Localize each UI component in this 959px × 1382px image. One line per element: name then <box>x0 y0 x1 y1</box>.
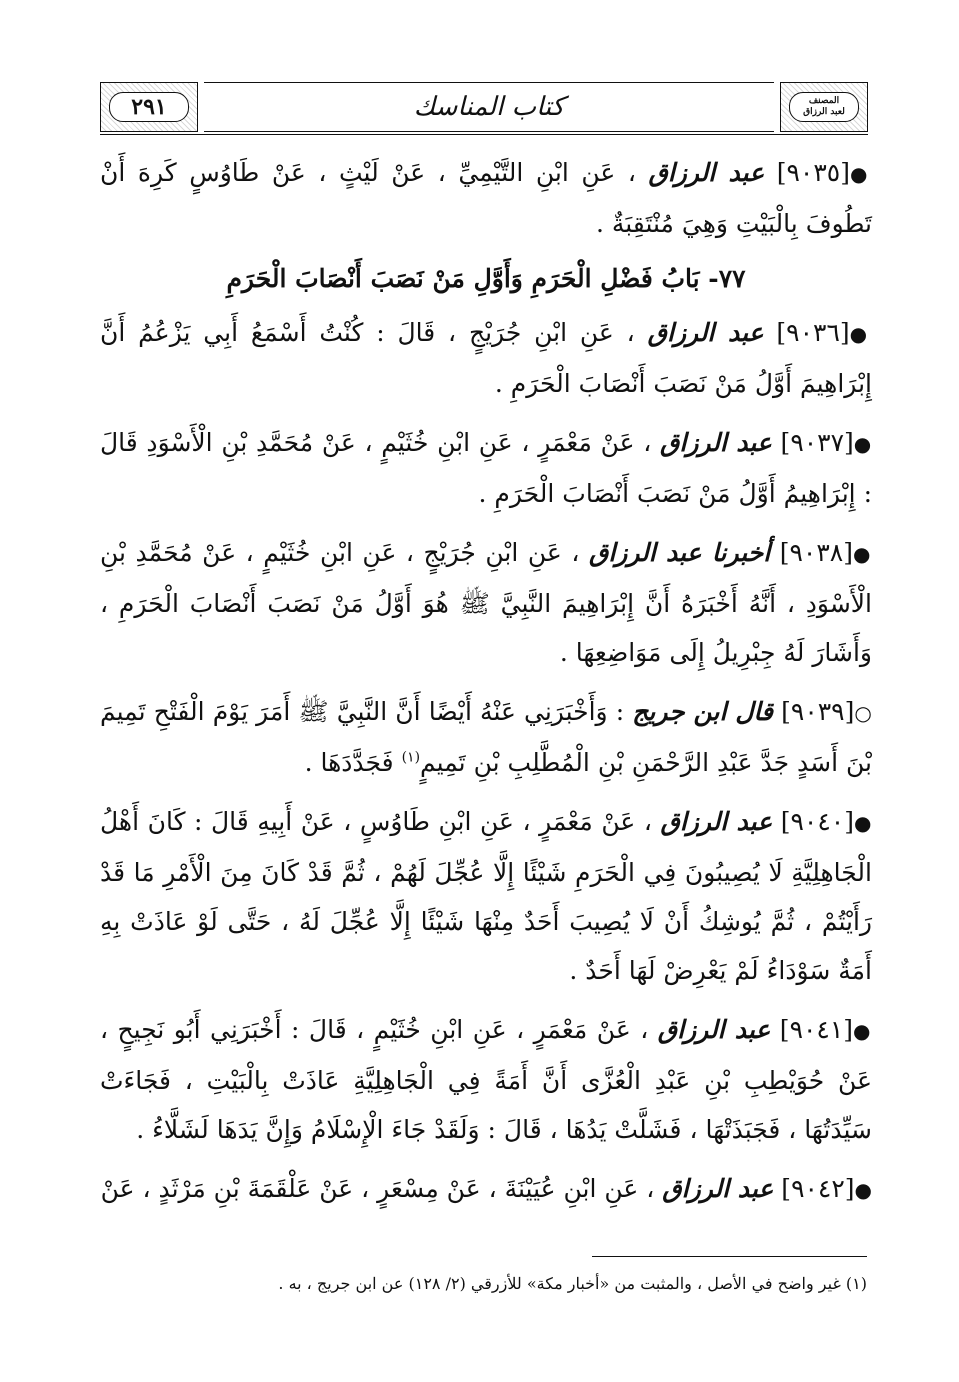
hadith-narrator: أخبرنا عبد الرزاق <box>588 538 771 567</box>
footnote-rule <box>592 1256 867 1257</box>
hadith-entry <box>100 1164 872 1215</box>
hadith-text: ، عَنِ ابْنِ عُيَيْنَةَ ، عَنْ مِسْعَرٍ ، عَنْ عَلْقَمَةَ بْنِ مَرْثَدٍ ، عَنْ <box>100 1174 655 1203</box>
hadith-narrator: عبد الرزاق <box>660 428 772 457</box>
hadith-text: ، عَنِ ابْنِ التَّيْمِيِّ ، عَنْ لَيْثٍ ، عَنْ طَاوُسٍ كَرِهَ أَنْ تَطُوفَ بِالْبَيْتِ وَهِيَ مُنْتَقِبَةٌ . <box>100 158 872 238</box>
running-title: كتاب المناسك <box>413 92 565 122</box>
hadith-marker: ○ <box>854 701 872 725</box>
running-title-band <box>204 82 774 132</box>
page-number-cartouche <box>100 82 198 132</box>
hadith-marker: ● <box>849 162 873 186</box>
hadith-number: [٩٠٤٢] <box>781 1174 855 1203</box>
hadith-narrator: عبد الرزاق <box>648 158 765 187</box>
hadith-narrator: عبد الرزاق <box>660 807 773 836</box>
hadith-entry <box>100 418 872 518</box>
hadith-number: [٩٠٤٠] <box>780 807 854 836</box>
hadith-marker: ● <box>849 322 873 346</box>
hadith-text-continued: فَجَدَّدَهَا . <box>304 748 394 777</box>
hadith-number: [٩٠٣٩] <box>781 697 855 726</box>
hadith-narrator: عبد الرزاق <box>662 1174 774 1203</box>
hadith-narrator: عبد الرزاق <box>657 1015 771 1044</box>
chapter-heading: ٧٧- بَابُ فَضْلِ الْحَرَمِ وَأَوَّلِ مَنْ نَصَبَ أَنْصَابَ الْحَرَمِ <box>226 264 746 293</box>
running-header <box>100 80 868 136</box>
page-number: ٢٩١ <box>131 94 167 120</box>
hadith-number: [٩٠٣٧] <box>780 428 854 457</box>
book-logo-cartouche <box>780 82 868 132</box>
hadith-number: [٩٠٣٥] <box>776 158 850 187</box>
book-logo <box>803 96 845 118</box>
hadith-number: [٩٠٣٦] <box>776 318 850 347</box>
hadith-entry <box>100 1005 872 1154</box>
hadith-text: ، عَنِ ابْنِ جُرَيْجٍ ، عَنِ ابْنِ خُثَيْمٍ ، عَنْ مُحَمَّدِ بْنِ الْأَسْوَدِ ، أَنَّهُ أَخْبَرَهُ أَنَّ إِبْرَاهِيمَ النَّبِيَّ ﷺ هُوَ أَوَّلُ مَنْ نَصَبَ أَنْصَابَ الْحَرَمِ ، وَأَشَارَ لَهُ جِبْرِيلُ إِلَى مَوَاضِعِهَا . <box>100 538 872 667</box>
hadith-entry <box>100 308 872 408</box>
hadith-entry <box>100 687 872 787</box>
header-rule <box>100 134 868 135</box>
footnote-reference[interactable]: (١) <box>401 749 421 766</box>
hadith-number: [٩٠٤١] <box>779 1015 854 1044</box>
book-logo-line-1: المصنف <box>808 96 840 106</box>
hadith-text: ، عَنْ مَعْمَرٍ ، عَنِ ابْنِ خُثَيْمٍ ، قَالَ : أَخْبَرَنِي أَبُو نَجِيحٍ ، عَنْ حُوَيْطِبِ بْنِ عَبْدِ الْعُزَّى أَنَّ أَمَةً فِي الْجَاهِلِيَّةِ عَاذَتْ بِالْبَيْتِ ، فَجَاءَتْ سَيِّدَتُهَا ، فَجَبَذَتْهَا ، فَشَلَّتْ يَدُهَا ، قَالَ : وَلَقَدْ جَاءَ الْإِسْلَامُ وَإِنَّ يَدَهَا لَشَلَّاءُ . <box>100 1015 872 1144</box>
footnote: (١) غير واضح في الأصل ، والمثبت من «أخبار مكة» للأزرقي (٢/ ١٢٨) عن ابن جريج ، به . <box>278 1274 867 1293</box>
hadith-text: ، عَنْ مَعْمَرٍ ، عَنِ ابْنِ طَاوُسٍ ، عَنْ أَبِيهِ قَالَ : كَانَ أَهْلُ الْجَاهِلِيَّةِ لَا يُصِيبُونَ فِي الْحَرَمِ شَيْئًا إِلَّا عُجِّلَ لَهُمْ ، ثُمَّ قَدْ كَانَ مِنَ الْأَمْرِ مَا قَدْ رَأَيْتُمْ ، ثُمَّ يُوشِكُ أَنْ لَا يُصِيبَ أَحَدٌ مِنْهَا شَيْئًا إِلَّا عُجِّلَ لَهُ ، حَتَّى لَوْ عَاذَتْ بِهِ أَمَةٌ سَوْدَاءُ لَمْ يَعْرِضْ لَهَا أَحَدٌ . <box>100 807 872 985</box>
hadith-marker: ● <box>853 1019 873 1043</box>
hadith-marker: ● <box>853 432 873 456</box>
hadith-entry <box>100 148 872 248</box>
book-logo-line-2: لعبد الرزاق <box>803 107 845 117</box>
hadith-entry <box>100 797 872 995</box>
hadith-number: [٩٠٣٨] <box>779 538 853 567</box>
hadith-marker: ● <box>854 1178 872 1202</box>
hadith-narrator: عبد الرزاق <box>647 318 764 347</box>
hadith-text: ، عَنِ ابْنِ جُرَيْجٍ ، قَالَ : كُنْتُ أَسْمَعُ أَبِي يَزْعُمُ أَنَّ إِبْرَاهِيمَ أَوَّلُ مَنْ نَصَبَ أَنْصَابَ الْحَرَمِ . <box>100 318 872 398</box>
page-body <box>100 148 872 1225</box>
hadith-text: : وَأَخْبَرَنِي عَنْهُ أَيْضًا أَنَّ النَّبِيَّ ﷺ أَمَرَ يَوْمَ الْفَتْحِ تَمِيمَ بْنَ أَسَدٍ جَدَّ عَبْدِ الرَّحْمَنِ بْنِ الْمُطَّلِبِ بْنِ تَمِيمٍ <box>100 697 872 777</box>
hadith-marker: ● <box>852 542 873 566</box>
hadith-marker: ● <box>853 811 873 835</box>
hadith-entry <box>100 528 872 677</box>
hadith-narrator: قال ابن جريج <box>632 697 774 726</box>
hadith-text: ، عَنْ مَعْمَرٍ ، عَنِ ابْنِ خُثَيْمٍ ، عَنْ مُحَمَّدِ بْنِ الْأَسْوَدِ قَالَ : إِبْرَاهِيمُ أَوَّلُ مَنْ نَصَبَ أَنْصَابَ الْحَرَمِ . <box>100 428 872 508</box>
